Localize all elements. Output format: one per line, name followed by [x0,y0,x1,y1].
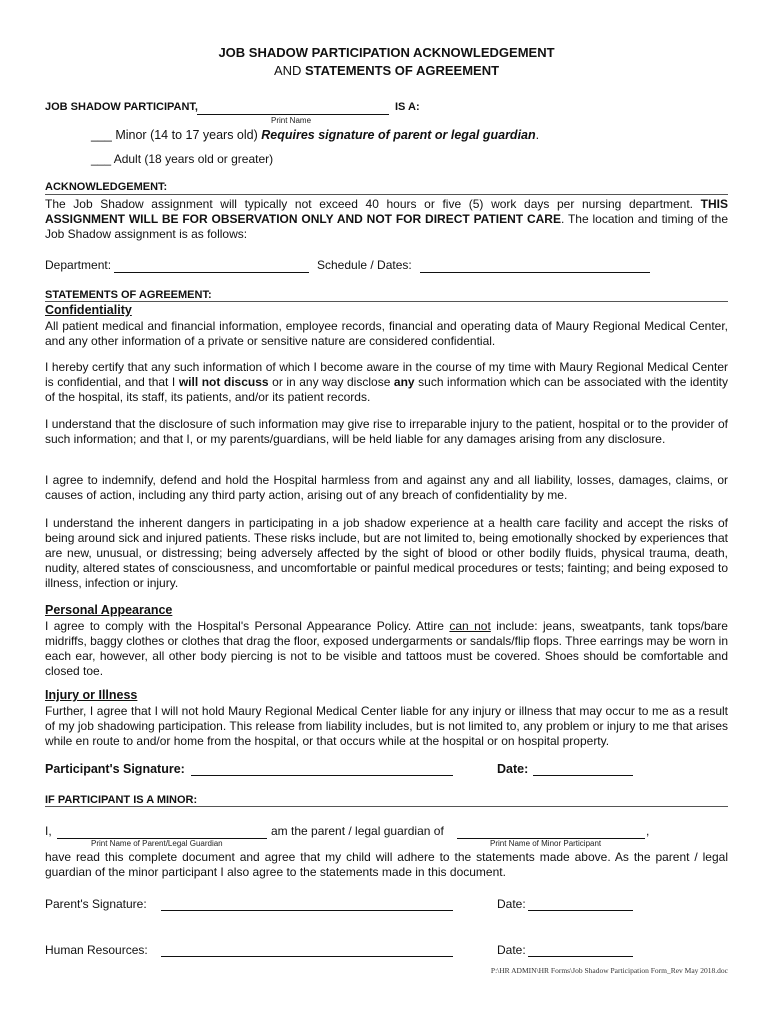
confidentiality-paragraph-1: All patient medical and financial information, employee records, financial and operating data of Maury Regional Medical Center, and any other information of a private or sensitive nature are considered confidential. [45,319,728,348]
confidentiality-heading: Confidentiality [45,303,132,317]
parent-name-field[interactable] [57,824,267,839]
participant-name-field[interactable] [197,101,389,115]
participant-signature-label: Participant's Signature: [45,762,185,776]
minor-comma: , [646,824,650,838]
adult-option-label: Adult (18 years old or greater) [113,152,274,166]
participant-is-a: IS A: [395,101,420,113]
confidentiality-paragraph-4: I agree to indemnify, defend and hold the Hospital harmless from and against any and all liability, losses, damages, claims, or causes of action, including any third party action, arising out of any breach of confidentiality by me. [45,473,728,502]
print-parent-caption: Print Name of Parent/Legal Guardian [91,839,223,848]
department-label: Department: [45,258,112,272]
schedule-label: Schedule / Dates: [317,258,412,272]
observation-only-statement: THIS ASSIGNMENT WILL BE FOR OBSERVATION ONLY AND NOT FOR DIRECT PATIENT CARE [45,197,728,226]
personal-appearance-paragraph: I agree to comply with the Hospital's Personal Appearance Policy. Attire can not include: jeans, sweatpants, tank tops/bare midriffs, baggy clothes or clothes that drag the floor, exposed undergarments or sandals/flip flops. Three earrings may be worn in each ear, however, all other body piercing is not to be visible and tattoos must be covered. Shoes should be comfortable and closed toe. [45,619,728,678]
document-title: JOB SHADOW PARTICIPATION ACKNOWLEDGEMENT [218,45,555,60]
participant-date-field[interactable] [533,761,633,776]
participant-signature-field[interactable] [191,761,453,776]
human-resources-signature-field[interactable] [161,942,453,957]
confidentiality-paragraph-3: I understand that the disclosure of such information may give rise to irreparable injury to the patient, hospital or to the provider of such information; and that I, or my parents/guardians, will be held liable for any damages arising from any disclosure. [45,417,728,446]
acknowledgement-rule [45,194,728,195]
adult-checkbox-blank[interactable]: ___ [91,152,112,166]
parent-date-label: Date: [497,897,526,911]
hr-date-field[interactable] [528,942,633,957]
subtitle-statements: STATEMENTS OF AGREEMENT [305,63,500,78]
acknowledgement-heading: ACKNOWLEDGEMENT: [45,181,168,193]
minor-option-label: Minor (14 to 17 years old) [115,128,258,142]
subtitle-and: AND [273,63,302,78]
parent-signature-label: Parent's Signature: [45,897,147,911]
statements-rule [45,301,728,302]
acknowledgement-text: The Job Shadow assignment will typically not exceed 40 hours or five (5) work days per nursing department. THIS ASSIGNMENT WILL BE FOR OBSERVATION ONLY AND NOT FOR DIRECT PATIENT CARE. The location and timing of the Job Shadow assignment is as follows: [45,197,728,241]
injury-illness-paragraph: Further, I agree that I will not hold Maury Regional Medical Center liable for any injury or illness that may occur to me as a result of my job shadowing participation. This release from liability includes, but is not limited to, any problem or injury to me that arises while en route to and/or home from the hospital, or that occurs while at the hospital or on hospital property. [45,704,728,748]
footer-file-path: P:\HR ADMIN\HR Forms\Job Shadow Participation Form_Rev May 2018.doc [490,966,728,975]
department-field[interactable] [114,258,309,273]
minor-i-label: I, [45,824,52,838]
adult-option [91,152,273,166]
minor-rule [45,806,728,807]
parent-date-field[interactable] [528,896,633,911]
minor-agreement-text: have read this complete document and agree that my child will adhere to the statements made above. As the parent / legal guardian of the minor participant I also agree to the statements made in this document. [45,850,728,879]
participant-label: JOB SHADOW PARTICIPANT, [45,101,198,113]
parent-signature-field[interactable] [161,896,453,911]
minor-note: Requires signature of parent or legal guardian [261,128,536,142]
personal-appearance-heading: Personal Appearance [45,603,173,617]
minor-checkbox-blank[interactable]: ___ [91,128,112,142]
minor-parent-text: am the parent / legal guardian of [271,824,444,838]
statements-heading: STATEMENTS OF AGREEMENT: [45,289,212,301]
confidentiality-paragraph-2: I hereby certify that any such information of which I become aware in the course of my time with Maury Regional Medical Center is confidential, and that I will not discuss or in any way disclose any such information which can be associated with the identity of the hospital, its staff, its patients, and/or its patient records. [45,360,728,404]
document-subtitle [45,62,728,79]
human-resources-label: Human Resources: [45,943,148,957]
minor-name-field[interactable] [457,824,645,839]
minor-heading: IF PARTICIPANT IS A MINOR: [45,794,198,806]
injury-illness-heading: Injury or Illness [45,688,138,702]
hr-date-label: Date: [497,943,526,957]
minor-option: ___ Minor (14 to 17 years old) Requires signature of parent or legal guardian. [91,128,540,142]
participant-date-label: Date: [497,762,529,776]
print-name-caption: Print Name [271,116,312,125]
schedule-field[interactable] [420,258,650,273]
confidentiality-paragraph-5: I understand the inherent dangers in participating in a job shadow experience at a health care facility and accept the risks of being around sick and injured patients. These risks include, but are not limited to, being emotionally shocked by experiences that are new, unusual, or distressing; being adversely affected by the sight of blood or other bodily fluids, physical trauma, death, nudity, altered states of consciousness, and uncomfortable or painful medical procedures or tests; fainting; and being exposed to illness, infection or injury. [45,516,728,590]
print-minor-caption: Print Name of Minor Participant [490,839,602,848]
